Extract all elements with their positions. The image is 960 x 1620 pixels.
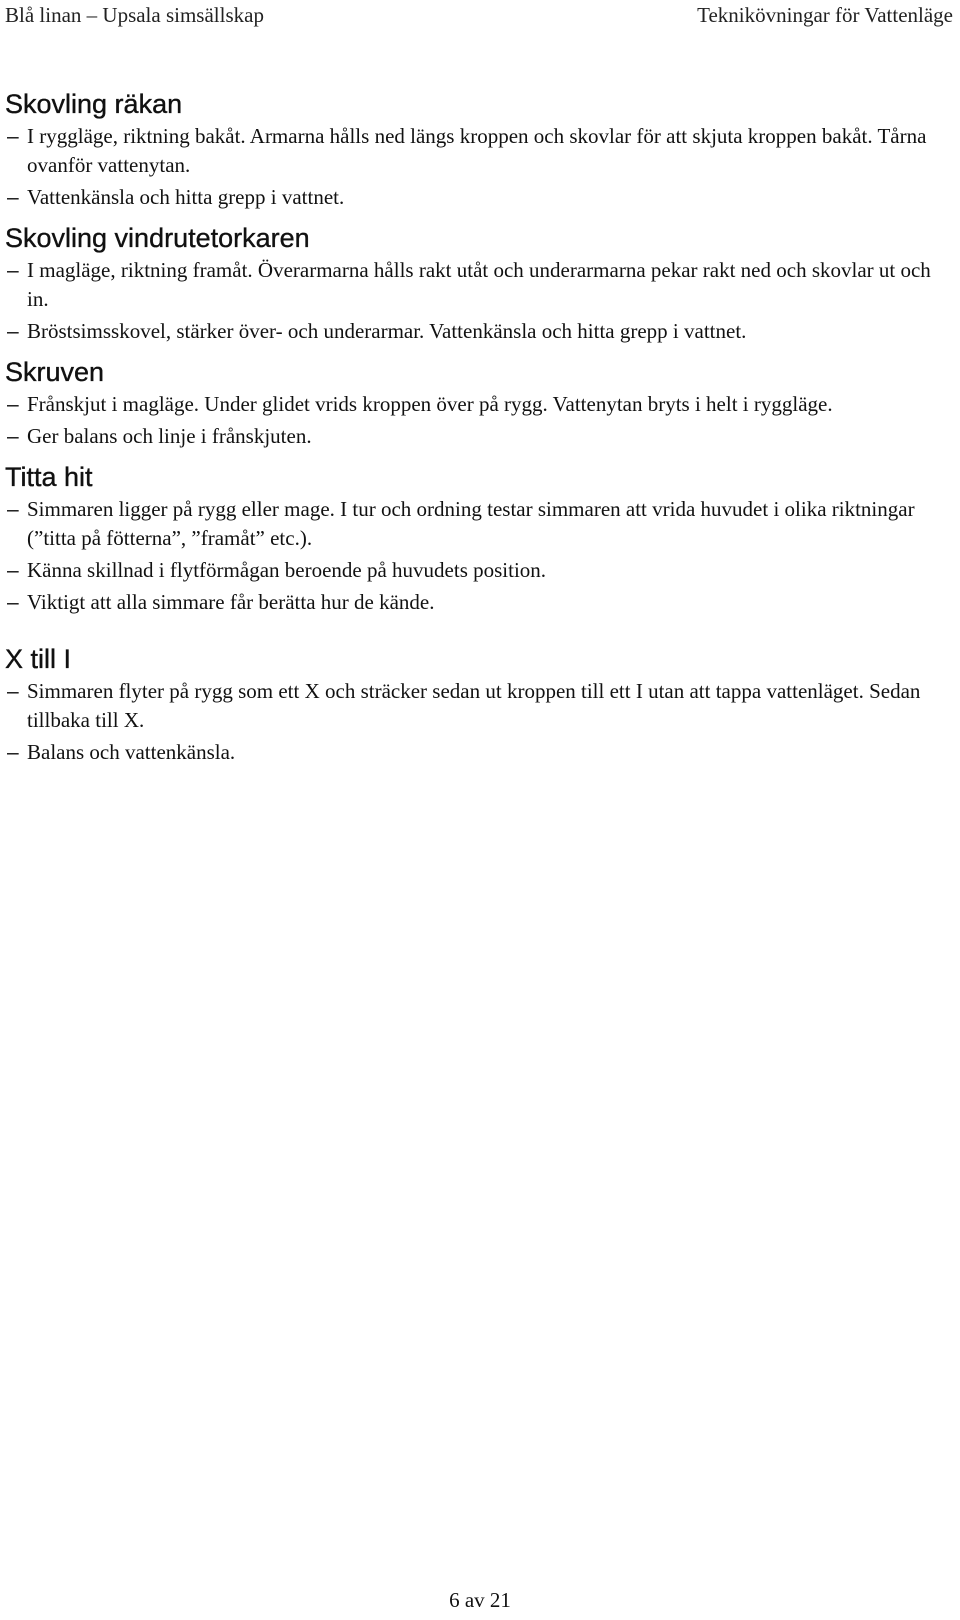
bullet-text: Bröstsimsskovel, stärker över- och underarmar. Vattenkänsla och hitta grepp i vattnet.	[27, 319, 747, 343]
section-skovling-vindrutetorkaren	[5, 220, 940, 346]
bullet-list	[5, 256, 940, 346]
bullet-text: Ger balans och linje i frånskjuten.	[27, 424, 312, 448]
list-item	[5, 256, 940, 314]
section-title: Skovling vindrutetorkaren	[5, 223, 310, 253]
bullet-text: Frånskjut i magläge. Under glidet vrids kroppen över på rygg. Vattenytan bryts i helt i ryggläge.	[27, 392, 833, 416]
dash-marker: –	[7, 498, 19, 521]
header-right-text: Teknikövningar för Vattenläge	[697, 2, 953, 27]
bullet-text: I magläge, riktning framåt. Överarmarna hålls rakt utåt och underarmarna pekar rakt ned och skovlar ut och in.	[27, 258, 931, 311]
section-titta-hit	[5, 459, 940, 617]
bullet-text: Simmaren flyter på rygg som ett X och sträcker sedan ut kroppen till ett I utan att tappa vattenläget. Sedan tillbaka till X.	[27, 679, 921, 732]
header-left-text: Blå linan – Upsala simsällskap	[5, 2, 264, 27]
dash-marker: –	[7, 186, 19, 209]
bullet-text: Känna skillnad i flytförmågan beroende på huvudets position.	[27, 558, 547, 582]
section-title: X till I	[5, 644, 72, 674]
dash-marker: –	[7, 259, 19, 282]
bullet-text: Simmaren ligger på rygg eller mage. I tur och ordning testar simmaren att vrida huvudet i olika riktningar (”titta på fötterna”, ”framåt” etc.).	[27, 497, 915, 550]
list-item	[5, 183, 940, 212]
bullet-text: I ryggläge, riktning bakåt. Armarna hålls ned längs kroppen och skovlar för att skjuta kroppen bakåt. Tårna ovanför vattenytan.	[27, 124, 927, 177]
bullet-list	[5, 390, 940, 451]
section-title: Skruven	[5, 357, 105, 387]
list-item	[5, 588, 940, 617]
page-header	[0, 0, 960, 30]
bullet-text: Vattenkänsla och hitta grepp i vattnet.	[27, 185, 345, 209]
list-item	[5, 390, 940, 419]
dash-marker: –	[7, 320, 19, 343]
bullet-list	[5, 122, 940, 212]
list-item	[5, 317, 940, 346]
list-item	[5, 122, 940, 180]
dash-marker: –	[7, 393, 19, 416]
bullet-list	[5, 677, 940, 767]
list-item	[5, 422, 940, 451]
section-title: Skovling räkan	[5, 89, 183, 119]
spacer	[5, 625, 940, 641]
list-item	[5, 677, 940, 735]
list-item	[5, 495, 940, 553]
page-number: 6 av 21	[449, 1588, 511, 1612]
bullet-text: Viktigt att alla simmare får berätta hur de kände.	[27, 590, 435, 614]
dash-marker: –	[7, 425, 19, 448]
dash-marker: –	[7, 680, 19, 703]
section-x-till-i	[5, 641, 940, 767]
document-body	[5, 86, 940, 775]
list-item	[5, 738, 940, 767]
list-item	[5, 556, 940, 585]
dash-marker: –	[7, 741, 19, 764]
section-skruven	[5, 354, 940, 451]
dash-marker: –	[7, 125, 19, 148]
bullet-list	[5, 495, 940, 617]
section-skovling-rakan	[5, 86, 940, 212]
section-title: Titta hit	[5, 462, 93, 492]
dash-marker: –	[7, 559, 19, 582]
bullet-text: Balans och vattenkänsla.	[27, 740, 236, 764]
dash-marker: –	[7, 591, 19, 614]
page-footer	[0, 1588, 960, 1613]
